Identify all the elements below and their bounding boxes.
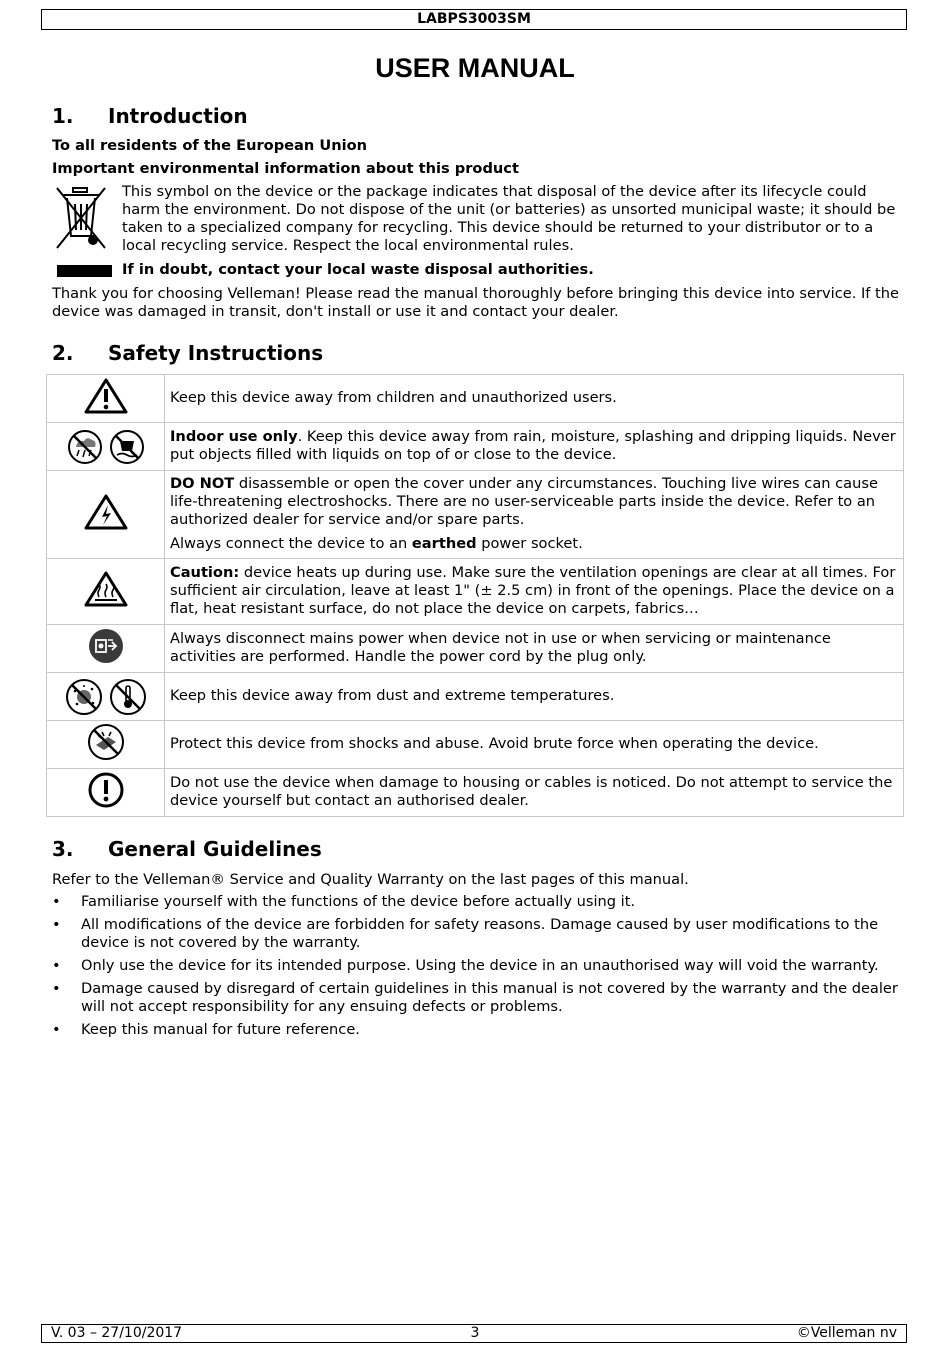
copyright: ©Velleman nv (796, 1325, 897, 1341)
thanks-paragraph: Thank you for choosing Velleman! Please read the manual thoroughly before bringing this device into service. If the device was damaged in transit, don't install or use it and contact your dealer. (52, 285, 900, 320)
no-extreme-temperature-icon (109, 678, 147, 716)
bullet: • (52, 1021, 61, 1038)
safety-icon-cell (47, 769, 165, 817)
bullet: • (52, 916, 61, 933)
guidelines-list (52, 893, 902, 1044)
safety-text-line (170, 428, 898, 464)
list-item (52, 893, 902, 911)
safety-text (165, 559, 904, 625)
no-rain-icon (67, 429, 103, 465)
weee-bin-icon (53, 184, 109, 252)
section-title: Introduction (108, 104, 248, 128)
safety-text (165, 625, 904, 673)
section-number: 3. (52, 837, 74, 861)
header-model: LABPS3003SM (41, 9, 907, 30)
no-shock-icon (87, 723, 125, 761)
safety-row (47, 673, 904, 721)
emphasis: DO NOT (170, 475, 235, 492)
section-title: Safety Instructions (108, 341, 324, 365)
safety-text-line: Keep this device away from dust and extreme temperatures. (170, 687, 615, 704)
eu-heading: To all residents of the European Union (52, 137, 368, 154)
emphasis: earthed (411, 535, 477, 552)
safety-text-line (170, 564, 898, 618)
safety-row (47, 721, 904, 769)
list-item-text: Only use the device for its intended purpose. Using the device in an unauthorised way will void the warranty. (81, 957, 879, 974)
safety-icon-cell (47, 625, 165, 673)
safety-text-rest: device heats up during use. Make sure the ventilation openings are clear at all times. For sufficient air circulation, leave at least 1" (± 2.5 cm) in front of the openings. Place the device on a flat, heat resistant surface, do not place the device on carpets, fabrics… (170, 564, 896, 617)
safety-text (165, 375, 904, 423)
safety-text-line: Do not use the device when damage to housing or cables is noticed. Do not attempt to service the device yourself but contact an authorised dealer. (170, 774, 893, 809)
waste-doubt-note: If in doubt, contact your local waste disposal authorities. (122, 261, 594, 278)
safety-text (165, 471, 904, 559)
safety-text-line: Keep this device away from children and unauthorized users. (170, 389, 617, 406)
weee-description: This symbol on the device or the package indicates that disposal of the device after its lifecycle could harm the environment. Do not dispose of the unit (or batteries) as unsorted municipal waste; it should be taken to a specialized company for recycling. This device should be returned to your distributor or to a local recycling service. Respect the local environmental rules. (122, 183, 896, 254)
bullet: • (52, 957, 61, 974)
safety-text-rest: . Keep this device away from rain, moisture, splashing and dripping liquids. Never put objects filled with liquids on top of or close to the device. (170, 428, 896, 463)
safety-row (47, 769, 904, 817)
safety-text-line: Protect this device from shocks and abuse. Avoid brute force when operating the device. (170, 735, 819, 752)
safety-text (165, 769, 904, 817)
safety-icon-cell (47, 423, 165, 471)
hot-surface-icon (83, 570, 129, 608)
safety-text-rest: power socket. (476, 535, 583, 552)
section-title: General Guidelines (108, 837, 322, 861)
list-item (52, 916, 902, 952)
list-item-text: Keep this manual for future reference. (81, 1021, 360, 1038)
page-footer (41, 1324, 907, 1343)
guidelines-intro: Refer to the Velleman® Service and Quality Warranty on the last pages of this manual. (52, 871, 689, 888)
safety-text-rest: disassemble or open the cover under any circumstances. Touching live wires can cause life-threatening electroshocks. There are no user-serviceable parts inside the device. Refer to an authorized dealer for service and/or spare parts. (170, 475, 878, 528)
section-intro-heading (52, 104, 248, 128)
safety-row (47, 559, 904, 625)
safety-text (165, 673, 904, 721)
emphasis: Caution: (170, 564, 240, 581)
list-item-text: All modifications of the device are forbidden for safety reasons. Damage caused by user modifications to the device is not covered by the warranty. (81, 916, 879, 951)
exclamation-circle-icon (87, 771, 125, 809)
safety-table (46, 374, 904, 817)
section-safety-heading (52, 341, 323, 365)
safety-text-line: Always disconnect mains power when device not in use or when servicing or maintenance activities are performed. Handle the power cord by the plug only. (170, 630, 831, 665)
safety-text-line (170, 475, 898, 529)
list-item-text: Damage caused by disregard of certain guidelines in this manual is not covered by the warranty and the dealer will not accept responsibility for any ensuing defects or problems. (81, 980, 898, 1015)
safety-row (47, 625, 904, 673)
safety-row (47, 471, 904, 559)
black-bar (57, 265, 112, 277)
no-liquid-icon (109, 429, 145, 465)
disconnect-plug-icon (87, 627, 125, 665)
list-item (52, 957, 902, 975)
safety-row (47, 423, 904, 471)
safety-icon-cell (47, 375, 165, 423)
list-item (52, 980, 902, 1016)
emphasis: Indoor use only (170, 428, 298, 445)
safety-icon-cell (47, 559, 165, 625)
safety-icon-cell (47, 721, 165, 769)
safety-text (165, 423, 904, 471)
version-date: V. 03 – 27/10/2017 (51, 1325, 183, 1341)
section-number: 2. (52, 341, 74, 365)
list-item-text: Familiarise yourself with the functions of the device before actually using it. (81, 893, 636, 910)
list-item (52, 1021, 902, 1039)
section-number: 1. (52, 104, 74, 128)
page-number: 3 (470, 1325, 480, 1341)
safety-row (47, 375, 904, 423)
env-heading: Important environmental information about this product (52, 160, 519, 177)
no-dust-icon (65, 678, 103, 716)
safety-text (165, 721, 904, 769)
safety-text-line (170, 535, 898, 553)
safety-icon-cell (47, 673, 165, 721)
warning-triangle-icon (83, 377, 129, 415)
safety-text-rest: Always connect the device to an (170, 535, 412, 552)
electric-shock-icon (83, 493, 129, 531)
bullet: • (52, 893, 61, 910)
section-guidelines-heading (52, 837, 322, 861)
bullet: • (52, 980, 61, 997)
safety-icon-cell (47, 471, 165, 559)
page-title: USER MANUAL (375, 53, 575, 83)
